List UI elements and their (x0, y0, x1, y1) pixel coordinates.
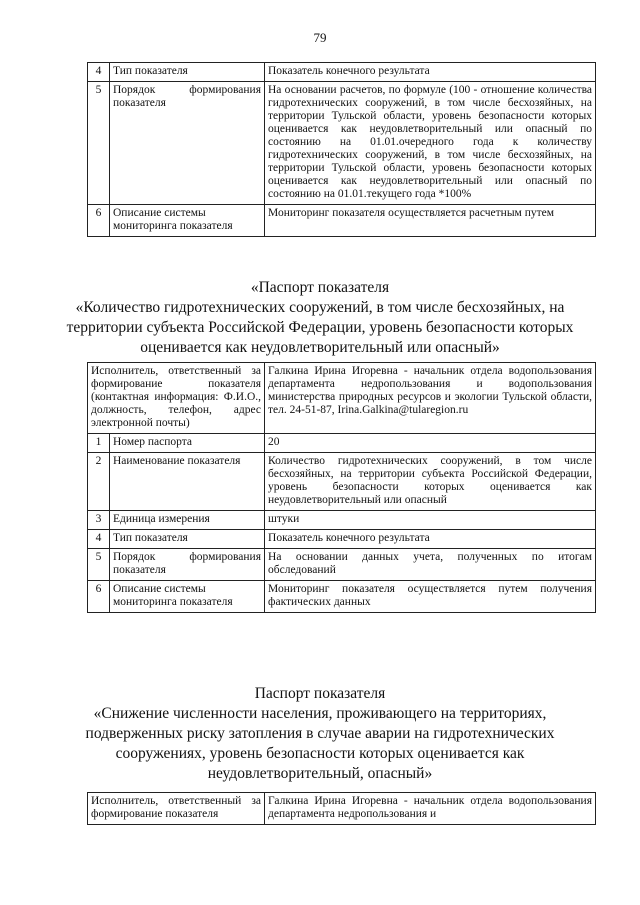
row-number: 2 (88, 453, 110, 511)
row-number: 1 (88, 434, 110, 453)
row-value: штуки (265, 511, 596, 530)
row-value: На основании расчетов, по формуле (100 - отношение количества гидротехнических сооружений, в том числе бесхозяйных, на территории Тульской области, уровень безопасности которых оценивается как неудовлетворительный или опасный по состоянию на 01.01.очередного года к количеству гидротехнических сооружений, в том числе бесхозяйных, на территории Тульской области, уровень безопасности которых оценивается как неудовлетворительный или опасный по состоянию на 01.01.текущего года *100% (265, 82, 596, 205)
row-label: Порядок формирования показателя (110, 82, 265, 205)
table-row (88, 434, 596, 453)
row-value: Мониторинг показателя осуществляется расчетным путем (265, 205, 596, 237)
row-label: Единица измерения (110, 511, 265, 530)
row-value: Количество гидротехнических сооружений, в том числе бесхозяйных, на территории субъекта Российской Федерации, уровень безопасности которых оценивается как неудовлетворительный или опасный (265, 453, 596, 511)
table-row (88, 530, 596, 549)
table-row (88, 511, 596, 530)
row-label: Номер паспорта (110, 434, 265, 453)
passport-heading (60, 684, 580, 784)
row-label: Наименование показателя (110, 453, 265, 511)
row-value: Мониторинг показателя осуществляется путем получения фактических данных (265, 581, 596, 613)
row-label: Описание системы мониторинга показателя (110, 581, 265, 613)
executor-row (88, 363, 596, 434)
heading-line: сооружениях, уровень безопасности которых оценивается как (115, 745, 525, 762)
table-row (88, 63, 596, 82)
row-label: Описание системы мониторинга показателя (110, 205, 265, 237)
executor-row (88, 793, 596, 825)
passport-table (87, 362, 596, 613)
heading-line: «Снижение численности населения, проживающего на территориях, (93, 705, 547, 722)
indicator-table-continuation (87, 62, 596, 237)
heading-line: Паспорт показателя (254, 685, 386, 702)
page-number: 79 (313, 30, 327, 45)
row-number: 5 (88, 82, 110, 205)
row-value: Показатель конечного результата (265, 63, 596, 82)
executor-label: Исполнитель, ответственный за формирование показателя (контактная информация: Ф.И.О., должность, телефон, адрес электронной почты) (88, 363, 265, 434)
row-number: 4 (88, 530, 110, 549)
row-number: 6 (88, 581, 110, 613)
table-row (88, 82, 596, 205)
table-row (88, 549, 596, 581)
executor-value: Галкина Ирина Игоревна - начальник отдела водопользования департамента недропользования и (265, 793, 596, 825)
row-number: 3 (88, 511, 110, 530)
heading-line: «Паспорт показателя (250, 279, 390, 296)
heading-line: неудовлетворительный, опасный» (207, 765, 433, 782)
row-number: 4 (88, 63, 110, 82)
row-label: Тип показателя (110, 63, 265, 82)
passport-table (87, 792, 596, 825)
table-row (88, 205, 596, 237)
heading-line: территории субъекта Российской Федерации, уровень безопасности которых (66, 319, 574, 336)
row-value: 20 (265, 434, 596, 453)
table-row (88, 453, 596, 511)
row-label: Тип показателя (110, 530, 265, 549)
row-number: 6 (88, 205, 110, 237)
row-number: 5 (88, 549, 110, 581)
passport-heading (60, 278, 580, 358)
executor-value: Галкина Ирина Игоревна - начальник отдела водопользования департамента недропользования и водопользования министерства природных ресурсов и экологии Тульской области, тел. 24-51-87, Irina.Galkina@tularegion.ru (265, 363, 596, 434)
executor-label: Исполнитель, ответственный за формирование показателя (88, 793, 265, 825)
row-value: Показатель конечного результата (265, 530, 596, 549)
heading-line: «Количество гидротехнических сооружений, в том числе бесхозяйных, на (75, 299, 565, 316)
heading-line: оценивается как неудовлетворительный или опасный» (140, 339, 500, 356)
row-label: Порядок формирования показателя (110, 549, 265, 581)
row-value: На основании данных учета, полученных по итогам обследований (265, 549, 596, 581)
table-row (88, 581, 596, 613)
heading-line: подверженных риску затопления в случае аварии на гидротехнических (85, 725, 555, 742)
